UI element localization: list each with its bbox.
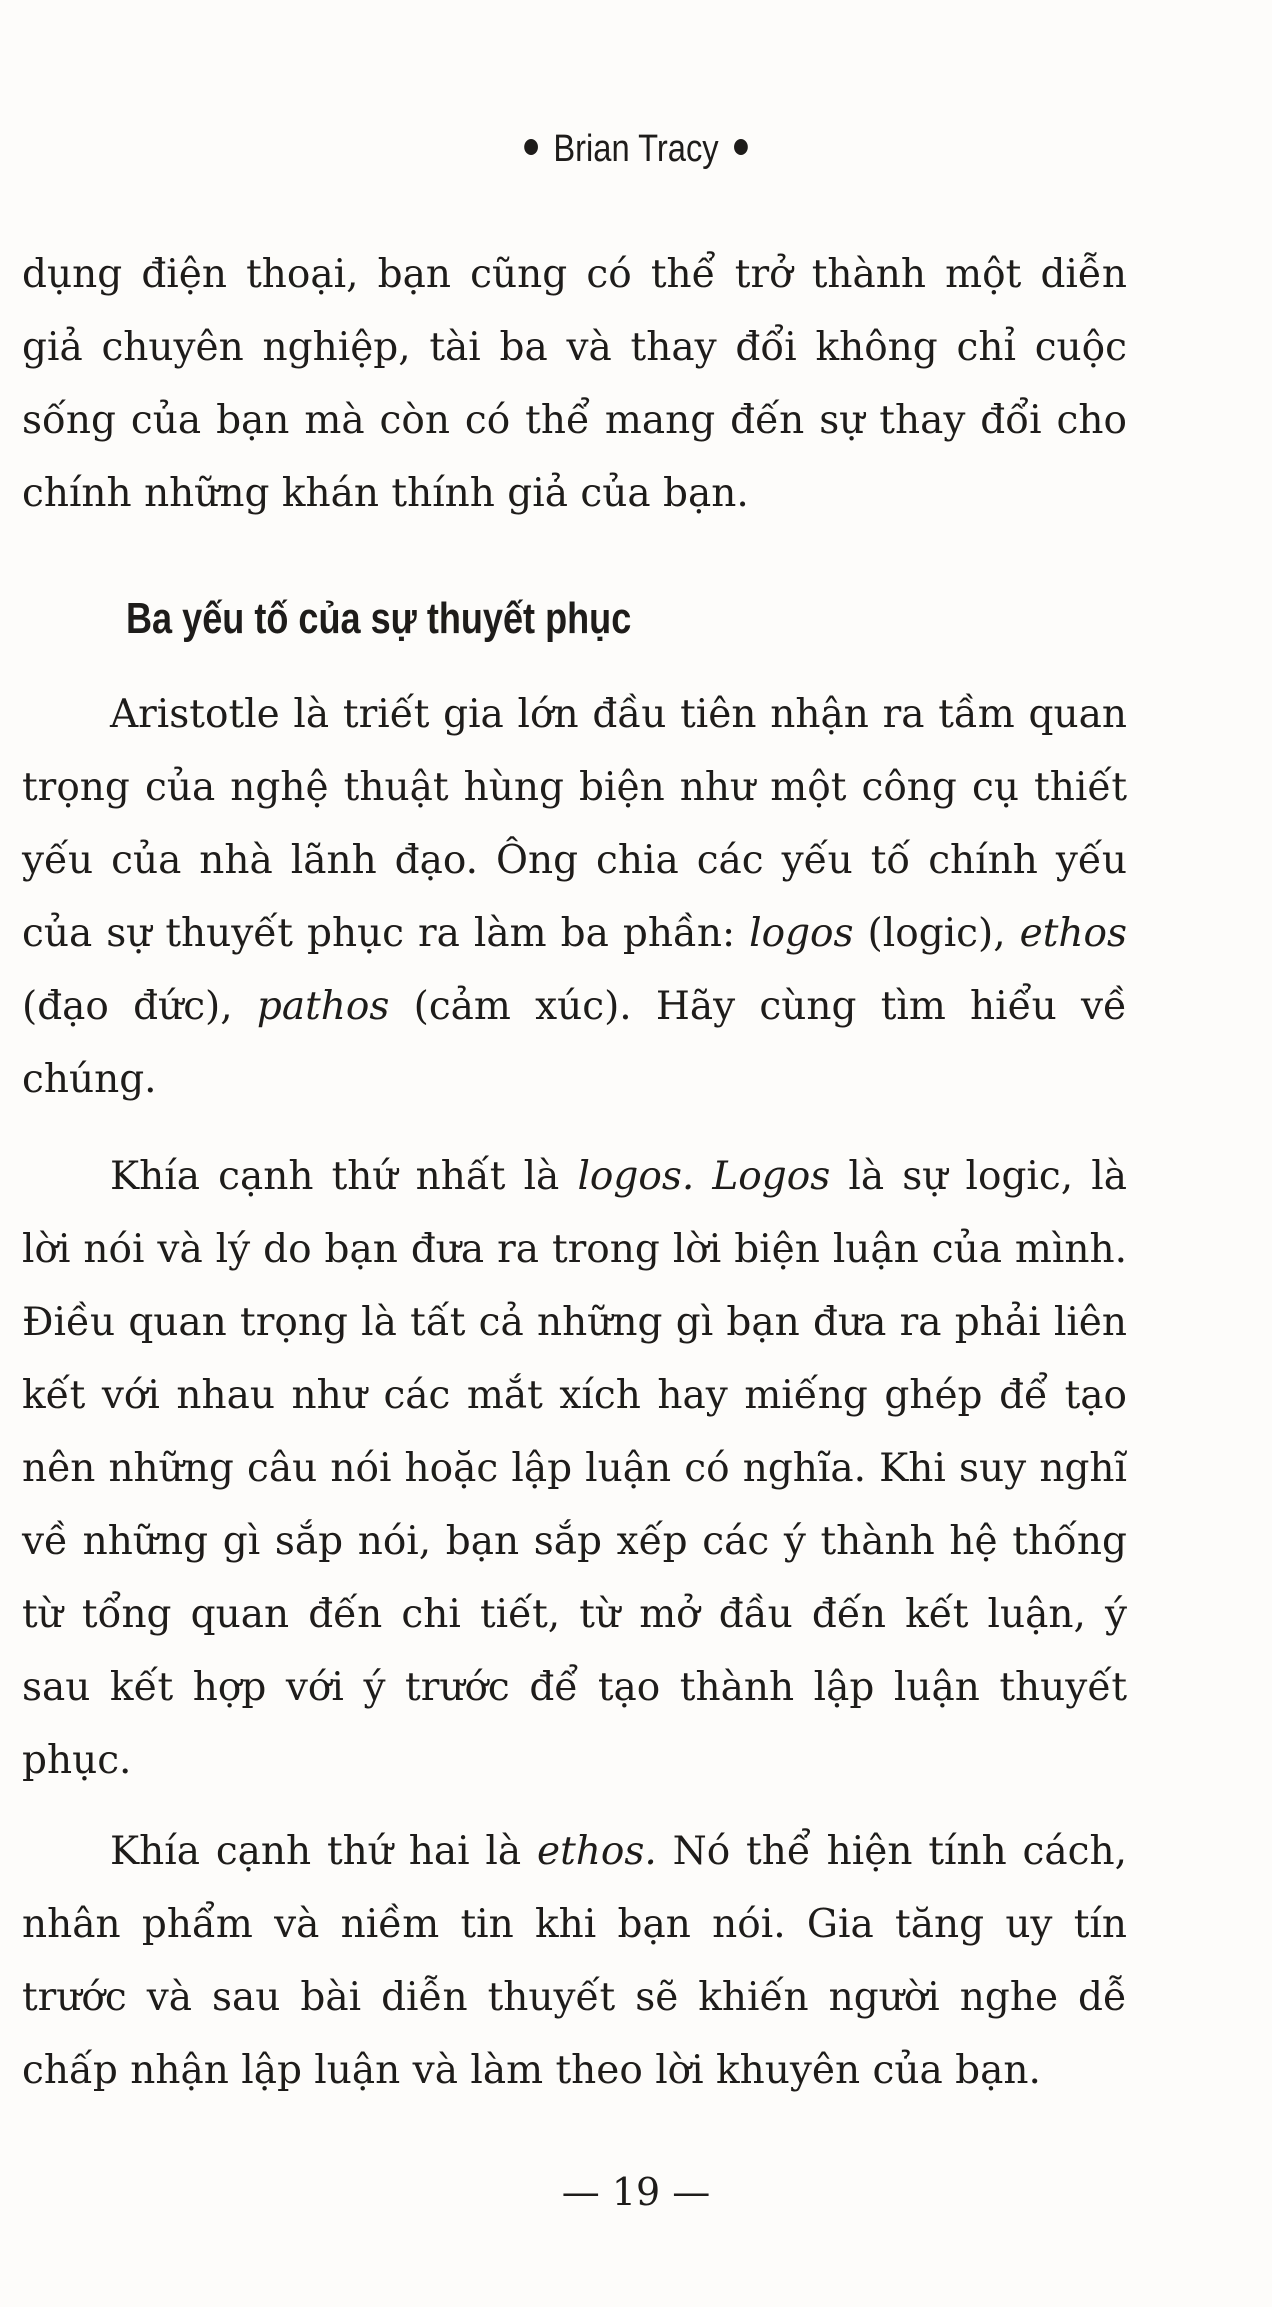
paragraph-logos: Khía cạnh thứ nhất là logos. Logos là sự logic, là lời nói và lý do bạn đưa ra trong lời biện luận của mình. Điều quan trọng là tất cả những gì bạn đưa ra phải liên kết với nhau như các mắt xích hay miếng ghép để tạo nên những câu nói hoặc lập luận có nghĩa. Khi suy nghĩ về những gì sắp nói, bạn sắp xếp các ý thành hệ thống từ tổng quan đến chi tiết, từ mở đầu đến kết luận, ý sau kết hợp với ý trước để tạo thành lập luận thuyết phục. — [22, 1154, 1127, 1783]
term-logos-2: Logos — [712, 1154, 831, 1199]
paragraph-continuation: dụng điện thoại, bạn cũng có thể trở thành một diễn giả chuyên nghiệp, tài ba và thay đổi không chỉ cuộc sống của bạn mà còn có thể mang đến sự thay đổi cho chính những khán thính giả của bạn. — [22, 252, 1127, 516]
term-pathos: pathos — [256, 984, 390, 1029]
bullet-left-icon — [524, 139, 538, 155]
author-name: Brian Tracy — [553, 128, 719, 170]
term-ethos-2: ethos. — [537, 1829, 657, 1874]
page-number: — 19 — — [561, 2170, 711, 2214]
bullet-right-icon — [734, 139, 748, 155]
term-ethos: ethos — [1019, 911, 1127, 956]
paragraph-aristotle: Aristotle là triết gia lớn đầu tiên nhận ra tầm quan trọng của nghệ thuật hùng biện như một công cụ thiết yếu của nhà lãnh đạo. Ông chia các yếu tố chính yếu của sự thuyết phục ra làm ba phần: logos (logic), ethos (đạo đức), pathos (cảm xúc). Hãy cùng tìm hiểu về chúng. — [22, 692, 1127, 1102]
running-header — [89, 128, 1183, 171]
term-logos-1: logos. — [577, 1154, 695, 1199]
paragraph-ethos: Khía cạnh thứ hai là ethos. Nó thể hiện tính cách, nhân phẩm và niềm tin khi bạn nói. Gia tăng uy tín trước và sau bài diễn thuyết sẽ khiến người nghe dễ chấp nhận lập luận và làm theo lời khuyên của bạn. — [22, 1829, 1127, 2093]
term-logos: logos — [749, 911, 854, 956]
section-heading: Ba yếu tố của sự thuyết phục — [126, 594, 632, 643]
